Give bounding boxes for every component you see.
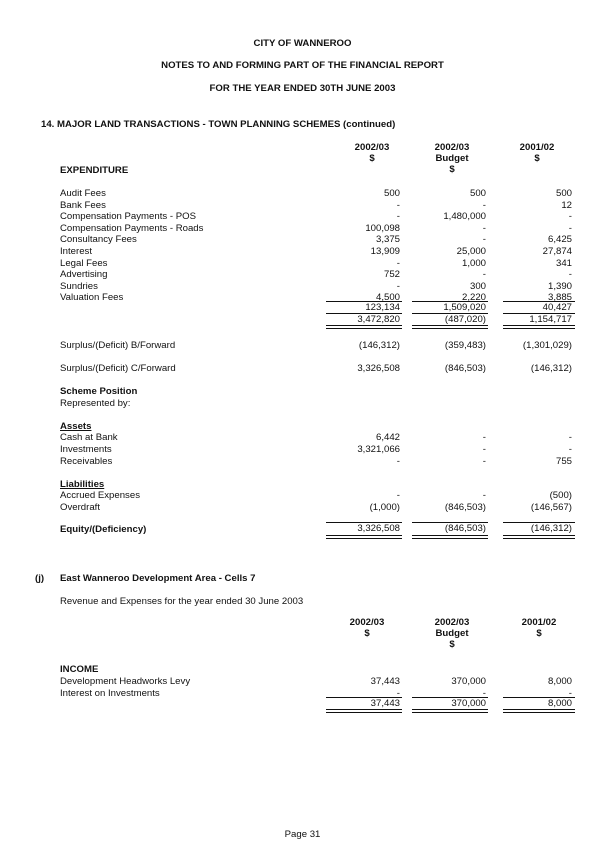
represented-by-label: Represented by: [60,398,131,409]
equity-2002: (146,312) [530,523,572,534]
expenditure-row-value: - [396,199,400,211]
expenditure-total-2002: 40,427 [542,302,572,313]
page-number: Page 31 [284,829,321,840]
section-14-title: 14. MAJOR LAND TRANSACTIONS - TOWN PLANNING SCHEMES (continued) [41,119,396,130]
liability-row-value: - [482,490,486,501]
asset-row-label: Cash at Bank [60,432,118,443]
expenditure-row-value: - [482,199,486,211]
expenditure-row-value: - [568,269,572,281]
section-j-title: East Wanneroo Development Area - Cells 7 [60,573,256,584]
surplus-bf-2003: (146,312) [358,340,400,351]
income-row-value: 8,000 [547,676,572,687]
surplus-cf-budget: (846,503) [444,363,486,374]
income-row-value: 37,443 [370,676,400,687]
asset-row-value: - [568,432,572,443]
surplus-bf-budget: (359,483) [444,340,486,351]
notes-title: NOTES TO AND FORMING PART OF THE FINANCIAL REPORT [161,60,444,71]
expenditure-row-value: 341 [555,257,572,269]
income-row-value: - [482,687,486,699]
expenditure-row-label: Compensation Payments - POS [60,211,196,223]
liability-row-label: Accrued Expenses [60,490,140,501]
asset-row-label: Investments [60,444,112,455]
expenditure-row-value: 300 [469,280,486,292]
income-row-value: 370,000 [451,676,486,687]
liability-row-value: (846,503) [444,502,486,513]
surplus-cf-2002: (146,312) [530,363,572,374]
j-col-header-actual-2002: 2001/02 $ [521,617,557,639]
expenditure-total-budget: 1,509,020 [443,302,486,313]
expenditure-row-value: 4,500 [375,292,400,304]
j-col-header-actual-2003: 2002/03 $ [349,617,385,639]
expenditure-row-label: Sundries [60,280,98,292]
income-row-label: Interest on Investments [60,687,160,699]
asset-row-value: 755 [555,456,572,467]
expenditure-row-value: 3,375 [375,234,400,246]
assets-heading: Assets [60,421,92,432]
liabilities-heading: Liabilities [60,479,105,490]
col-header-actual-2002: 2001/02 $ [519,142,555,164]
expenditure-row-value: - [568,211,572,223]
section-j-subtitle: Revenue and Expenses for the year ended 30 June 2003 [60,596,304,607]
income-total-budget: 370,000 [451,698,486,709]
asset-row-value: - [482,456,486,467]
asset-row-value: - [482,444,486,455]
expenditure-total-2003: 123,134 [365,302,400,313]
col-header-budget-2003: 2002/03 Budget $ [434,142,470,175]
asset-row-value: - [396,456,400,467]
col-header-actual-2003: 2002/03 $ [354,142,390,164]
period-title: FOR THE YEAR ENDED 30TH JUNE 2003 [209,83,396,94]
expenditure-row-value: - [568,222,572,234]
surplus-bf-label: Surplus/(Deficit) B/Forward [60,340,176,351]
expenditure-row-value: 100,098 [365,222,400,234]
expenditure-heading: EXPENDITURE [60,165,129,176]
surplus-cf-2003: 3,326,508 [357,363,400,374]
net-total-2002: 1,154,717 [529,314,572,325]
section-j-marker: (j) [35,573,45,584]
income-row-value: - [568,687,572,699]
expenditure-row-value: 500 [555,188,572,199]
expenditure-row-value: 500 [469,188,486,199]
expenditure-row-label: Valuation Fees [60,292,124,304]
expenditure-row-value: 12 [561,199,572,211]
liability-row-value: (146,567) [530,502,572,513]
j-col-header-budget-2003: 2002/03 Budget $ [434,617,470,650]
expenditure-row-value: - [396,280,400,292]
expenditure-row-label: Interest [60,246,92,257]
asset-row-value: 3,321,066 [357,444,400,455]
income-total-2003: 37,443 [370,698,400,709]
income-row-label: Development Headworks Levy [60,676,191,687]
expenditure-row-value: 6,425 [547,234,572,246]
expenditure-row-value: 500 [383,188,400,199]
expenditure-row-value: - [482,234,486,246]
expenditure-row-value: 25,000 [456,246,486,257]
surplus-bf-2002: (1,301,029) [522,340,572,351]
expenditure-row-value: 2,220 [461,292,486,304]
liability-row-value: - [396,490,400,501]
expenditure-row-label: Legal Fees [60,257,108,269]
asset-row-value: - [482,432,486,443]
income-row-value: - [396,687,400,699]
expenditure-row-value: 1,390 [547,280,572,292]
net-total-2003: 3,472,820 [357,314,400,325]
expenditure-row-value: 3,885 [547,292,572,304]
expenditure-row-value: 752 [383,269,400,281]
surplus-cf-label: Surplus/(Deficit) C/Forward [60,363,176,374]
expenditure-row-value: - [482,269,486,281]
liability-row-label: Overdraft [60,502,100,513]
asset-row-value: 6,442 [375,432,400,443]
equity-budget: (846,503) [444,523,486,534]
org-name: CITY OF WANNEROO [253,38,352,49]
expenditure-row-label: Bank Fees [60,199,106,211]
asset-row-value: - [568,444,572,455]
expenditure-row-value: - [396,211,400,223]
liability-row-value: (500) [549,490,572,501]
equity-2003: 3,326,508 [357,523,400,534]
income-total-2002: 8,000 [547,698,572,709]
expenditure-row-label: Audit Fees [60,188,106,199]
expenditure-row-label: Compensation Payments - Roads [60,222,204,234]
asset-row-label: Receivables [60,456,113,467]
expenditure-row-value: 13,909 [370,246,400,257]
expenditure-row-value: - [396,257,400,269]
expenditure-row-value: - [482,222,486,234]
expenditure-row-value: 27,874 [542,246,572,257]
expenditure-row-label: Consultancy Fees [60,234,137,246]
expenditure-row-value: 1,480,000 [443,211,486,223]
income-heading: INCOME [60,664,99,675]
expenditure-row-value: 1,000 [461,257,486,269]
net-total-budget: (487,020) [444,314,486,325]
expenditure-row-label: Advertising [60,269,108,281]
liability-row-value: (1,000) [369,502,400,513]
scheme-position-heading: Scheme Position [60,386,138,397]
equity-label: Equity/(Deficiency) [60,524,147,535]
